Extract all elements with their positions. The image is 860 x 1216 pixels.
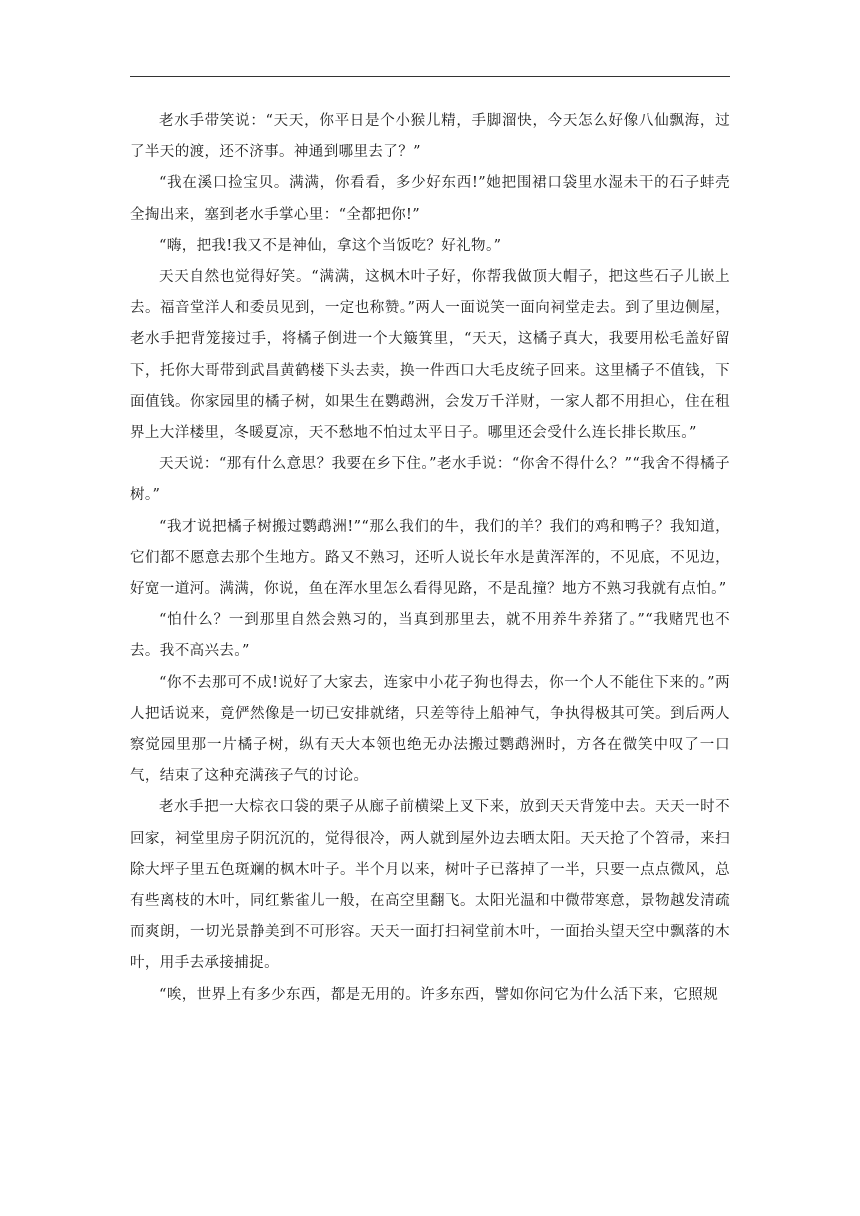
paragraph: “唉，世界上有多少东西，都是无用的。许多东西，譬如你问它为什么活下来，它照规	[159, 986, 719, 1003]
paragraph: “你不去那可不成!说好了大家去，连家中小花子狗也得去，你一个人不能住下来的。”两人把话说来，竟俨然像是一切已安排就绪，只差等待上船神气，争执得极其可笑。到后两人察觉园里那一片橘子树，纵有天大本领也绝无办法搬过鹦鹉洲时，方各在微笑中叹了一口气，结束了这种充满孩子气的讨论。	[130, 674, 730, 785]
paragraph: “嗨，把我!我又不是神仙，拿这个当饭吃？好礼物。”	[159, 237, 502, 254]
paragraph: 老水手把一大棕衣口袋的栗子从廊子前横梁上叉下来，放到天天背笼中去。天天一时不回家，祠堂里房子阴沉沉的，觉得很冷，两人就到屋外边去晒太阳。天天抢了个笤帚，来扫除大坪子里五色斑斓的枫木叶子。半个月以来，树叶子已落掉了一半，只要一点点微风，总有些离枝的木叶，同红紫雀儿一般，在高空里翻飞。太阳光温和中微带寒意，景物越发清疏而爽朗，一切光景静美到不可形容。天天一面打扫祠堂前木叶，一面抬头望天空中飘落的木叶，用手去承接捕捉。	[130, 799, 730, 972]
header-rule	[130, 76, 730, 77]
body-text	[130, 106, 730, 1011]
paragraph: “我才说把橘子树搬过鹦鹉洲!”“那么我们的牛，我们的羊？我们的鸡和鸭子？我知道，它们都不愿意去那个生地方。路又不熟习，还听人说长年水是黄浑浑的，不见底，不见边，好宽一道河。满满，你说，鱼在浑水里怎么看得见路，不是乱撞？地方不熟习我就有点怕。”	[130, 518, 730, 598]
paragraph: “怕什么？一到那里自然会熟习的，当真到那里去，就不用养牛养猪了。”“我赌咒也不去。我不高兴去。”	[130, 612, 730, 660]
paragraph: 天天说：“那有什么意思？我要在乡下住。”老水手说：“你舍不得什么？”“我舍不得橘子树。”	[130, 456, 730, 504]
paragraph: 老水手带笑说：“天天，你平日是个小猴儿精，手脚溜快，今天怎么好像八仙飘海，过了半天的渡，还不济事。神通到哪里去了？”	[130, 113, 730, 161]
paragraph: 天天自然也觉得好笑。“满满，这枫木叶子好，你帮我做顶大帽子，把这些石子儿嵌上去。福音堂洋人和委员见到，一定也称赞。”两人一面说笑一面向祠堂走去。到了里边侧屋，老水手把背笼接过手，将橘子倒进一个大簸箕里，“天天，这橘子真大，我要用松毛盖好留下，托你大哥带到武昌黄鹤楼下头去卖，换一件西口大毛皮统子回来。这里橘子不值钱，下面值钱。你家园里的橘子树，如果生在鹦鹉洲，会发万千洋财，一家人都不用担心，住在租界上大洋楼里，冬暖夏凉，天不愁地不怕过太平日子。哪里还会受什么连长排长欺压。”	[130, 269, 730, 442]
paragraph: “我在溪口捡宝贝。满满，你看看，多少好东西!”她把围裙口袋里水湿未干的石子蚌壳全掏出来，塞到老水手掌心里：“全都把你!”	[130, 175, 730, 223]
